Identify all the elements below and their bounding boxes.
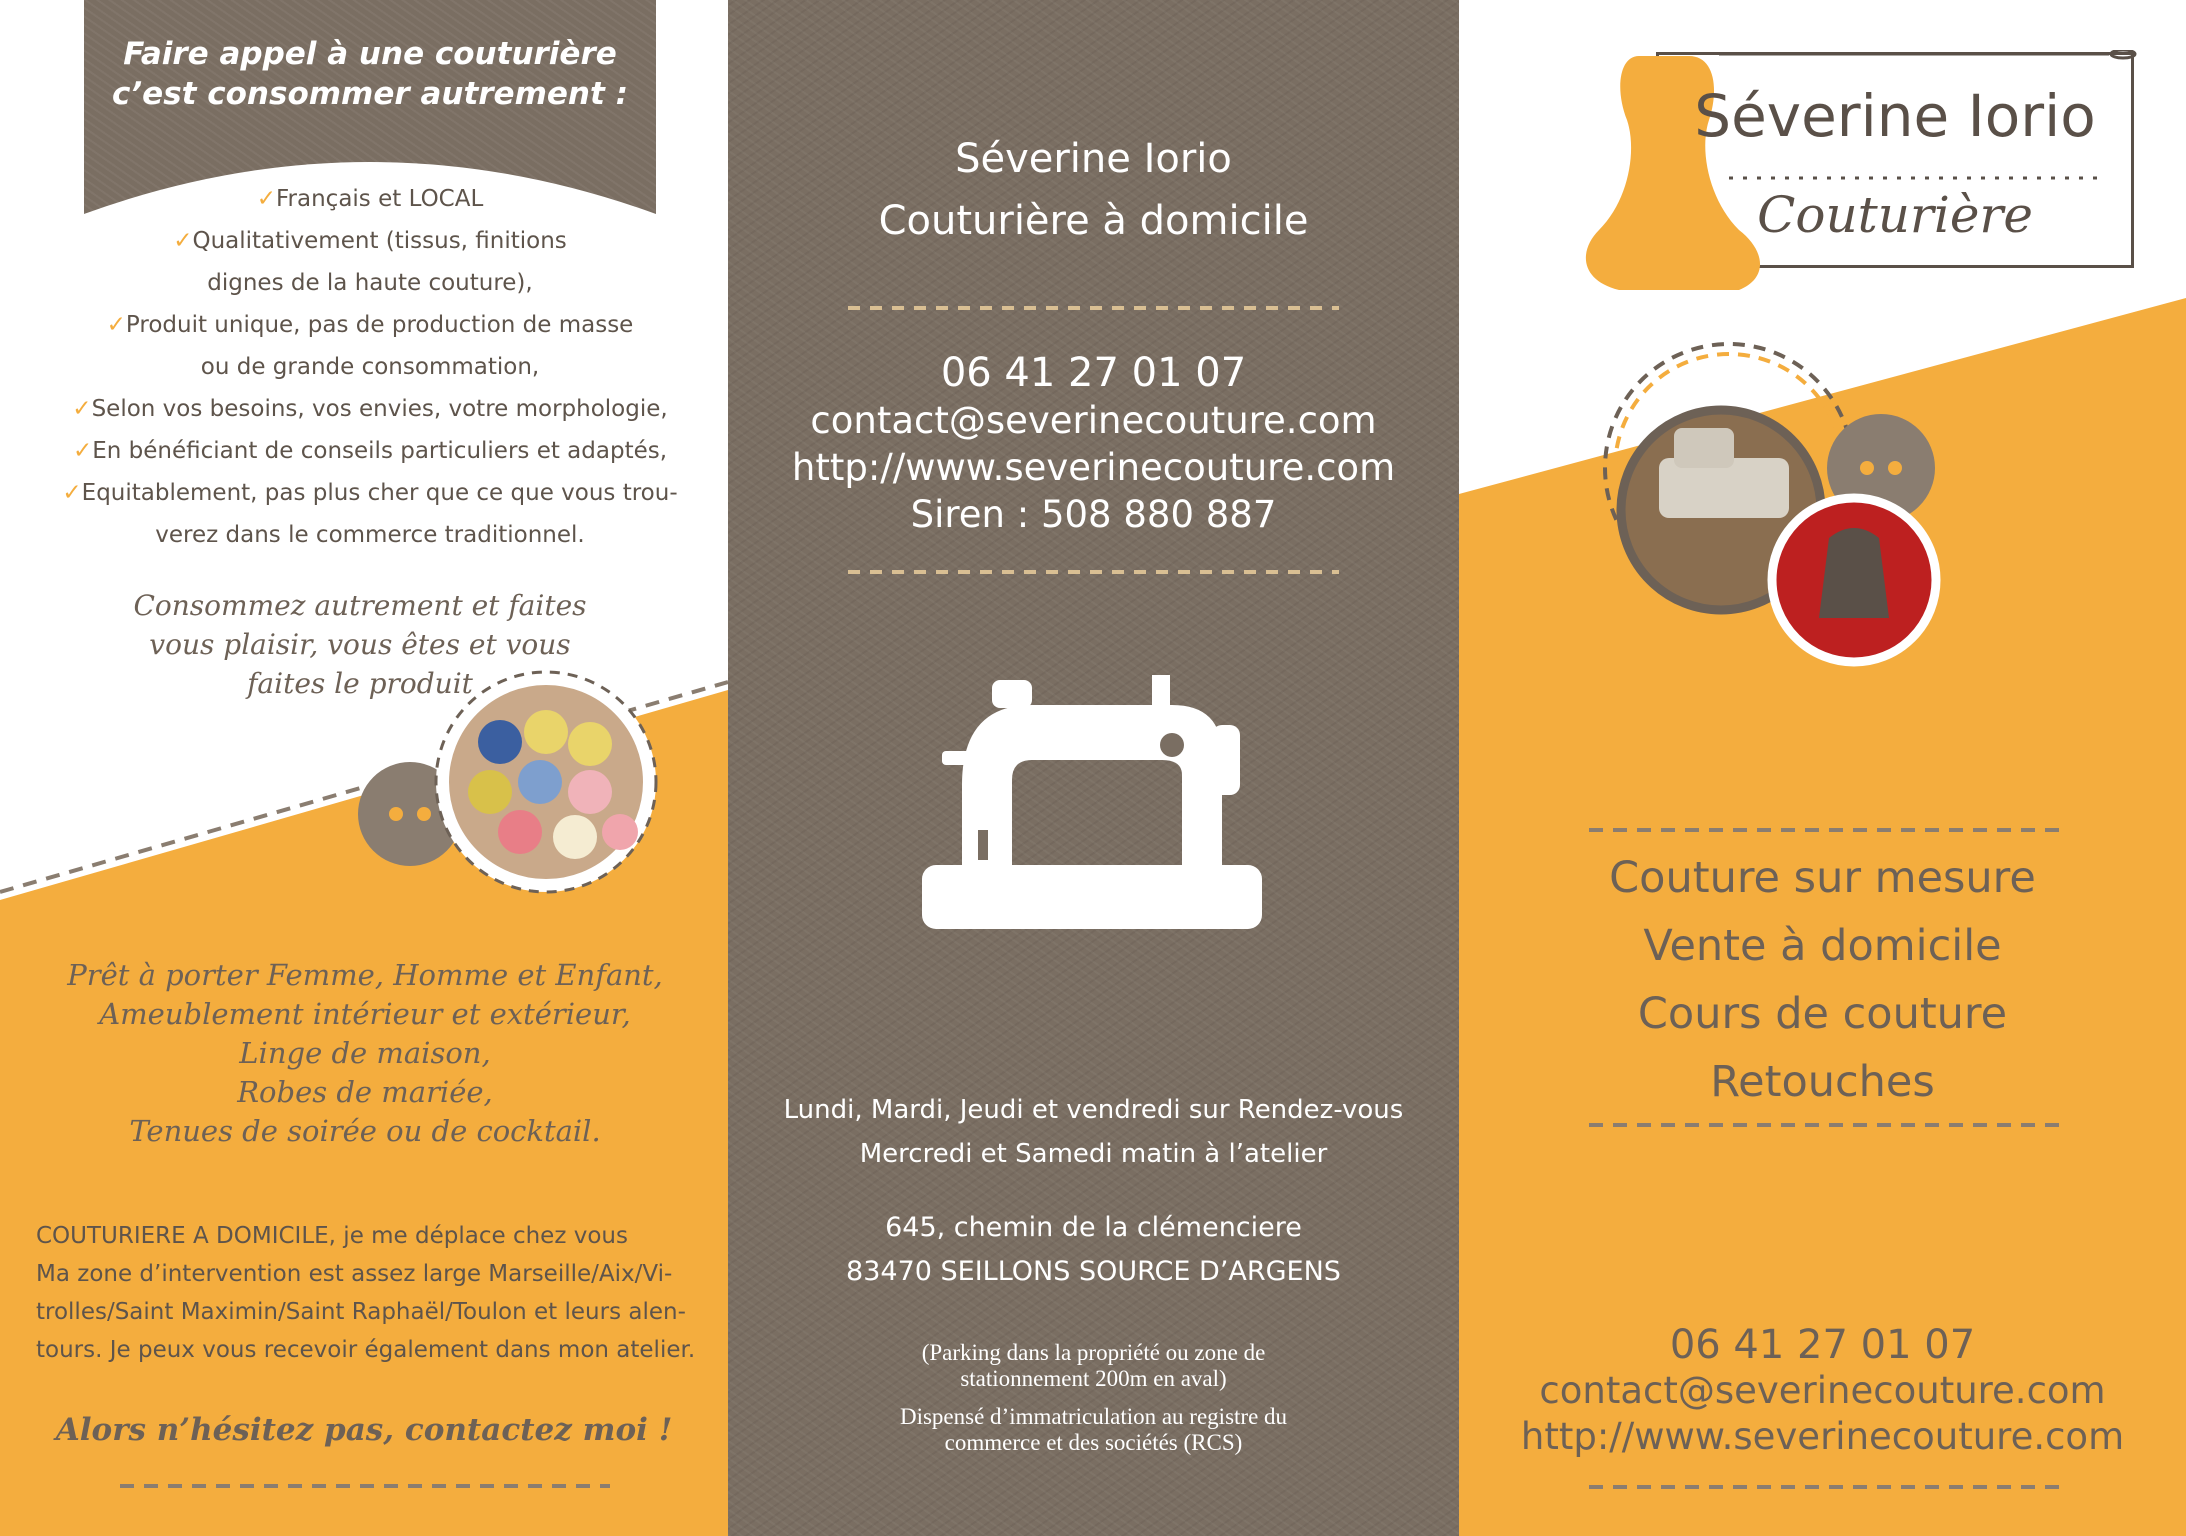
list-item: Robes de mariée, [237,1075,493,1109]
siren-number: Siren : 508 880 887 [910,493,1277,536]
checkmark-icon: ✓ [72,396,92,422]
list-item: ✓Equitablement, pas plus cher que ce que vous trou- [62,480,678,506]
list-item: ✓Produit unique, pas de production de masse [106,312,634,338]
checkmark-icon: ✓ [106,312,126,338]
thread-spools-photo [350,632,710,902]
atelier-photos [1539,318,2099,698]
website-link[interactable]: http://www.severinecouture.com [1520,1415,2125,1458]
legal-notes: (Parking dans la propriété ou zone de stationnement 200m en aval) Dispensé d’immatriculation au registre du commerce et des sociétés (RCS) [899,1340,1288,1455]
right-panel [1459,0,2186,1536]
list-item: ✓En bénéficiant de conseils particuliers et adaptés, [72,438,668,464]
business-identity [728,128,1459,252]
offers-list [20,956,710,1151]
services-list [1459,844,2186,1116]
opening-hours: Lundi, Mardi, Jeudi et vendredi sur Rendez-vous Mercredi et Samedi matin à l’atelier [783,1095,1404,1169]
phone-number[interactable]: 06 41 27 01 07 [1669,1322,1976,1368]
logo-subtitle: Couturière [1757,186,2033,244]
consume-slogan: Consommez autrement et faites vous plaisir, vous êtes et vous faites le produit [133,589,587,700]
list-item: ✓Selon vos besoins, vos envies, votre morphologie, [72,396,668,422]
checkmark-icon: ✓ [62,480,82,506]
business-name: Séverine Iorio [955,136,1232,182]
checkmark-icon: ✓ [173,228,193,254]
contact-block [1459,1322,2186,1460]
list-item: Couture sur mesure [1609,853,2036,903]
left-header-title [84,34,656,114]
left-panel [0,0,728,1536]
list-item: ou de grande consommation, [200,354,540,380]
website-link[interactable]: http://www.severinecouture.com [791,446,1396,489]
phone-number[interactable]: 06 41 27 01 07 [940,350,1247,396]
benefits-list [40,178,700,556]
header-line-2: c’est consommer autrement : [112,76,628,112]
list-item: ✓Qualitativement (tissus, finitions [173,228,567,254]
checkmark-icon: ✓ [72,438,93,464]
list-item: Ameublement intérieur et extérieur, [99,997,631,1031]
list-item: verez dans le commerce traditionnel. [155,522,585,548]
email-link[interactable]: contact@severinecouture.com [810,399,1377,442]
list-item: Cours de couture [1637,989,2008,1039]
list-item: Prêt à porter Femme, Homme et Enfant, [67,958,663,992]
business-title: Couturière à domicile [878,198,1309,244]
list-item: Vente à domicile [1643,921,2002,971]
sewing-machine-icon [922,665,1262,930]
logo-name: Séverine Iorio [1694,82,2096,150]
checkmark-icon: ✓ [256,186,276,212]
list-item: Retouches [1710,1057,1935,1107]
list-item: ✓Français et LOCAL [256,186,484,212]
divider [848,306,1339,310]
call-to-action: Alors n’hésitez pas, contactez moi ! [55,1412,673,1448]
list-item: dignes de la haute couture), [207,270,533,296]
header-line-1: Faire appel à une couturière [123,36,617,72]
contact-block [728,350,1459,538]
list-item: Linge de maison, [239,1036,491,1070]
address: 645, chemin de la clémenciere 83470 SEILLONS SOURCE D’ARGENS [846,1212,1341,1287]
list-item: Tenues de soirée ou de cocktail. [129,1114,601,1148]
domicile-paragraph: COUTURIERE A DOMICILE, je me déplace chez vous Ma zone d’intervention est assez large Marseille/Aix/Vi- trolles/Saint Maximin/Saint Raphaël/Toulon et leurs alen- tours. Je peux vous recevoir également dans mon atelier. [36,1223,696,1363]
divider [848,570,1339,574]
middle-panel [728,0,1459,1536]
email-link[interactable]: contact@severinecouture.com [1539,1369,2106,1412]
